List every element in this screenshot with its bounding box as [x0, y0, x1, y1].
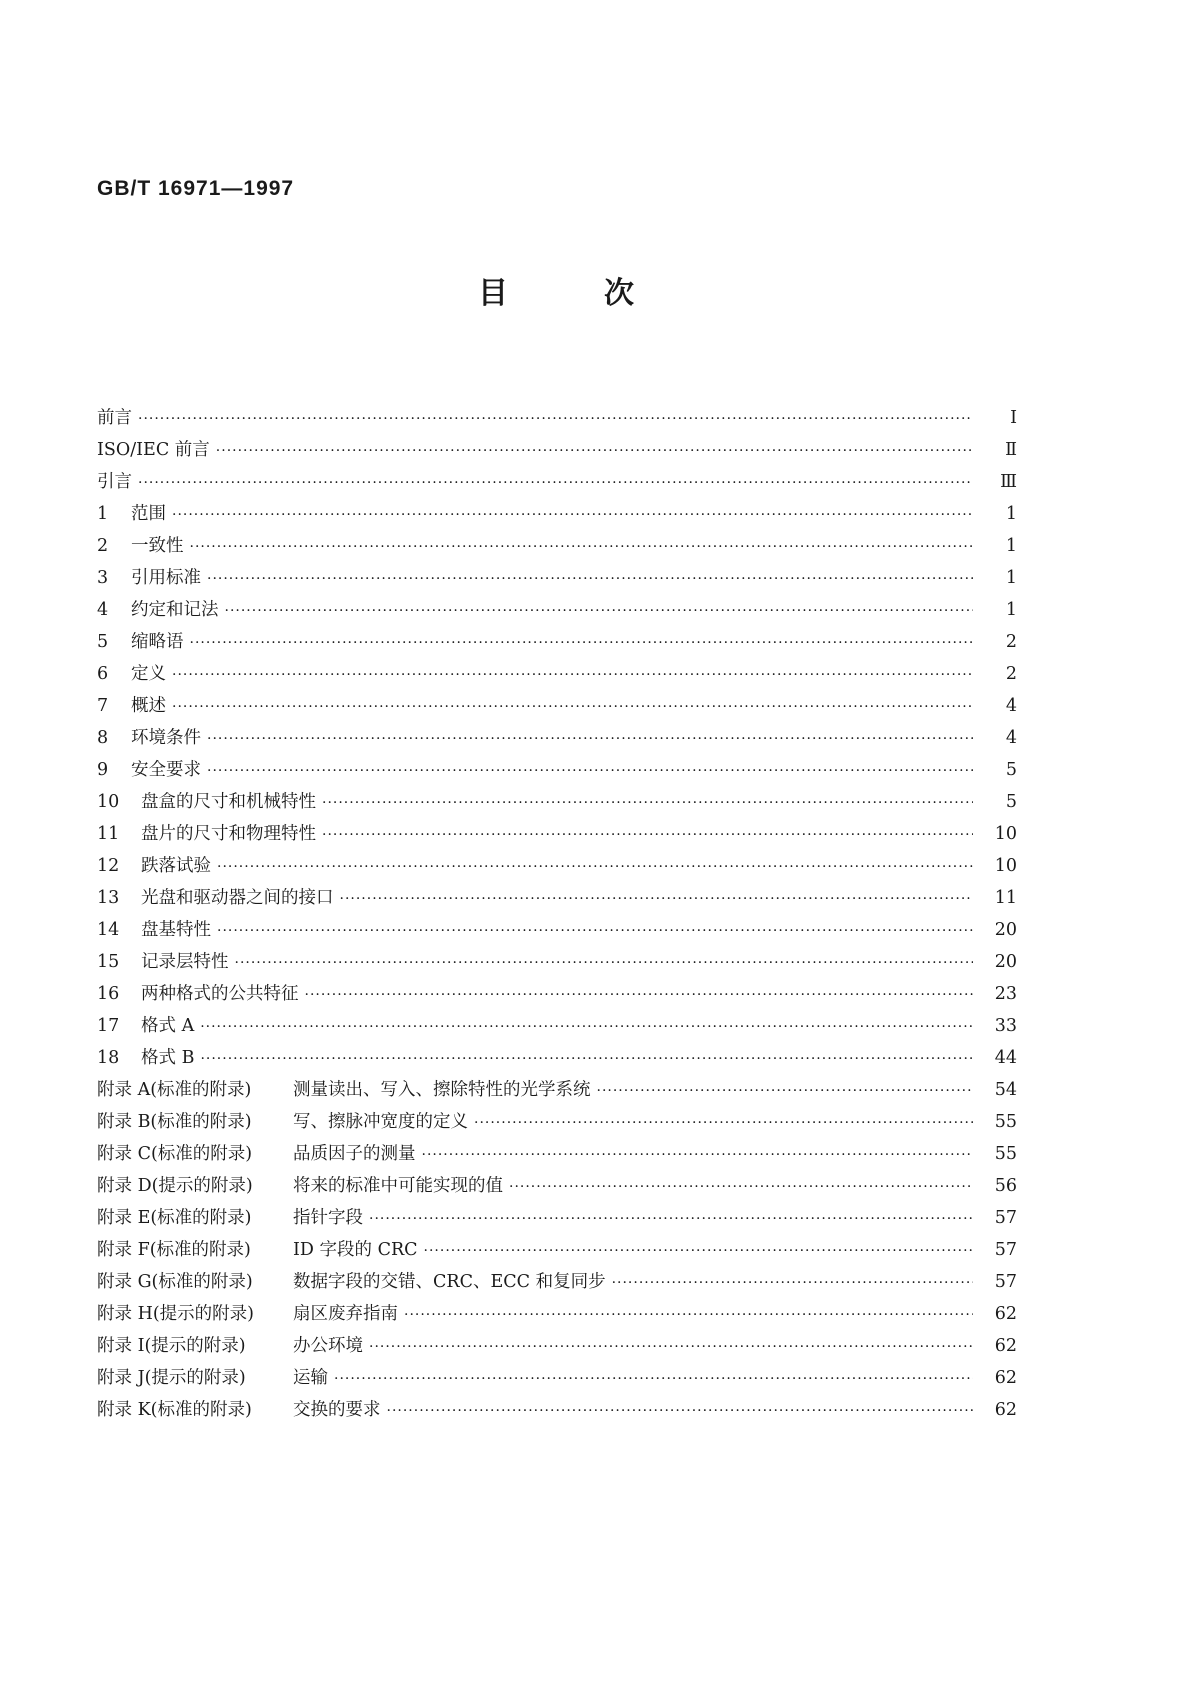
- toc-entry-label: ISO/IEC 前言: [97, 440, 210, 460]
- toc-entry-number: 13: [97, 888, 120, 908]
- toc-entry: [97, 818, 1017, 850]
- toc-entry-number: 12: [97, 856, 120, 876]
- toc-entry: [97, 1266, 1017, 1298]
- toc-entry-label: 前言: [97, 408, 132, 428]
- toc-entry-appendix-prefix: 附录 J(提示的附录): [97, 1368, 246, 1388]
- dot-leader: [334, 1363, 973, 1395]
- toc-entry-label: 测量读出、写入、擦除特性的光学系统: [293, 1080, 591, 1100]
- toc-entry-number: 18: [97, 1048, 120, 1068]
- toc-entry-number: 7: [97, 696, 109, 716]
- dot-leader: [207, 723, 973, 755]
- toc-entry-page-number: 62: [994, 1336, 1017, 1356]
- toc-entry: [97, 402, 1017, 434]
- dot-leader: [509, 1171, 973, 1203]
- toc-entry-label: 写、擦脉冲宽度的定义: [293, 1112, 468, 1132]
- toc-entry-label: 运输: [293, 1368, 328, 1388]
- dot-leader: [190, 627, 974, 659]
- toc-entry-number: 6: [97, 664, 109, 684]
- toc-entry: [97, 434, 1017, 466]
- toc-entry-page-number: 1: [1005, 600, 1017, 620]
- dot-leader: [322, 787, 973, 819]
- toc-entry: [97, 1298, 1017, 1330]
- toc-entry-label: 格式 B: [141, 1048, 195, 1068]
- toc-entry: [97, 722, 1017, 754]
- toc-entry-appendix-prefix: 附录 E(标准的附录): [97, 1208, 252, 1228]
- toc-entry-page-number: 54: [994, 1080, 1017, 1100]
- toc-entry-label: 引用标准: [131, 568, 201, 588]
- toc-entry: [97, 626, 1017, 658]
- dot-leader: [387, 1395, 974, 1427]
- toc-entry-page-number: 4: [1005, 728, 1017, 748]
- toc-entry: [97, 946, 1017, 978]
- toc-entry-number: 11: [97, 824, 120, 844]
- toc-entry-appendix-prefix: 附录 I(提示的附录): [97, 1336, 246, 1356]
- toc-entry-label: 范围: [131, 504, 166, 524]
- toc-entry-page-number: 5: [1005, 760, 1017, 780]
- toc-entry: [97, 754, 1017, 786]
- dot-leader: [138, 403, 973, 435]
- toc-entry: [97, 1170, 1017, 1202]
- toc-entry-page-number: 4: [1005, 696, 1017, 716]
- toc-entry-page-number: 62: [994, 1368, 1017, 1388]
- toc-entry: [97, 658, 1017, 690]
- toc-entry-appendix-prefix: 附录 F(标准的附录): [97, 1240, 251, 1260]
- dot-leader: [190, 531, 974, 563]
- dot-leader: [217, 851, 973, 883]
- toc-entry-page-number: 62: [994, 1304, 1017, 1324]
- toc-entry-page-number: 20: [994, 920, 1017, 940]
- dot-leader: [172, 691, 973, 723]
- standard-code: GB/T 16971—1997: [97, 177, 295, 200]
- title-char-1: 目: [478, 276, 508, 311]
- toc-entry: [97, 1394, 1017, 1426]
- toc-entry: [97, 1042, 1017, 1074]
- toc-entry-label: 安全要求: [131, 760, 201, 780]
- toc-entry: [97, 1362, 1017, 1394]
- toc-entry-appendix-prefix: 附录 H(提示的附录): [97, 1304, 254, 1324]
- toc-entry-label: 交换的要求: [293, 1400, 381, 1420]
- toc-entry-label: 盘盒的尺寸和机械特性: [141, 792, 316, 812]
- dot-leader: [207, 563, 973, 595]
- toc-entry-appendix-prefix: 附录 B(标准的附录): [97, 1112, 252, 1132]
- dot-leader: [200, 1043, 973, 1075]
- toc-entry: [97, 1202, 1017, 1234]
- dot-leader: [172, 659, 973, 691]
- toc-entry-label: 约定和记法: [131, 600, 219, 620]
- toc-entry-number: 15: [97, 952, 120, 972]
- toc-entry: [97, 786, 1017, 818]
- toc-entry-label: 两种格式的公共特征: [141, 984, 299, 1004]
- dot-leader: [597, 1075, 974, 1107]
- dot-leader: [474, 1107, 973, 1139]
- dot-leader: [138, 467, 973, 499]
- dot-leader: [340, 883, 974, 915]
- toc-entry-number: 4: [97, 600, 109, 620]
- toc-entry-page-number: Ⅱ: [1005, 440, 1017, 460]
- table-of-contents: [97, 402, 1017, 1426]
- toc-entry-page-number: 1: [1005, 568, 1017, 588]
- toc-entry-number: 8: [97, 728, 109, 748]
- dot-leader: [404, 1299, 973, 1331]
- toc-entry-page-number: 2: [1005, 632, 1017, 652]
- toc-entry-label: 扇区废弃指南: [293, 1304, 398, 1324]
- toc-entry-number: 9: [97, 760, 109, 780]
- toc-entry-label: 定义: [131, 664, 166, 684]
- dot-leader: [305, 979, 974, 1011]
- toc-entry-page-number: 5: [1005, 792, 1017, 812]
- toc-entry: [97, 466, 1017, 498]
- toc-entry-label: 盘片的尺寸和物理特性: [141, 824, 316, 844]
- dot-leader: [217, 915, 973, 947]
- toc-entry-number: 17: [97, 1016, 120, 1036]
- dot-leader: [172, 499, 973, 531]
- dot-leader: [207, 755, 973, 787]
- toc-entry-label: 指针字段: [293, 1208, 363, 1228]
- toc-entry-appendix-prefix: 附录 G(标准的附录): [97, 1272, 253, 1292]
- toc-entry: [97, 850, 1017, 882]
- toc-entry-label: 记录层特性: [141, 952, 229, 972]
- toc-entry-label: 数据字段的交错、CRC、ECC 和复同步: [293, 1272, 606, 1292]
- toc-entry-label: 盘基特性: [141, 920, 211, 940]
- toc-entry: [97, 978, 1017, 1010]
- toc-entry-label: 光盘和驱动器之间的接口: [141, 888, 334, 908]
- toc-entry-page-number: 1: [1005, 536, 1017, 556]
- toc-entry-number: 14: [97, 920, 120, 940]
- toc-entry-number: 16: [97, 984, 120, 1004]
- toc-entry-number: 10: [97, 792, 120, 812]
- toc-entry-appendix-prefix: 附录 A(标准的附录): [97, 1080, 252, 1100]
- toc-entry: [97, 1234, 1017, 1266]
- toc-entry-label: 将来的标准中可能实现的值: [293, 1176, 503, 1196]
- toc-entry-appendix-prefix: 附录 D(提示的附录): [97, 1176, 253, 1196]
- dot-leader: [322, 819, 973, 851]
- toc-entry: [97, 498, 1017, 530]
- toc-entry-number: 1: [97, 504, 109, 524]
- toc-entry: [97, 1010, 1017, 1042]
- toc-entry-page-number: 11: [994, 888, 1017, 908]
- toc-entry-page-number: 57: [994, 1240, 1017, 1260]
- toc-entry-label: 概述: [131, 696, 166, 716]
- toc-entry-page-number: 55: [994, 1144, 1017, 1164]
- toc-entry-label: 品质因子的测量: [293, 1144, 416, 1164]
- dot-leader: [200, 1011, 973, 1043]
- toc-entry-number: 5: [97, 632, 109, 652]
- toc-entry-page-number: 33: [994, 1016, 1017, 1036]
- dot-leader: [424, 1235, 973, 1267]
- toc-entry: [97, 914, 1017, 946]
- toc-entry: [97, 594, 1017, 626]
- toc-entry-page-number: Ⅰ: [1010, 408, 1017, 428]
- toc-entry: [97, 882, 1017, 914]
- toc-entry-page-number: Ⅲ: [1000, 472, 1017, 492]
- toc-entry-label: 一致性: [131, 536, 184, 556]
- toc-entry-label: 办公环境: [293, 1336, 363, 1356]
- toc-entry-label: 格式 A: [141, 1016, 195, 1036]
- toc-entry-page-number: 44: [994, 1048, 1017, 1068]
- toc-entry: [97, 530, 1017, 562]
- dot-leader: [235, 947, 974, 979]
- toc-entry-label: 缩略语: [131, 632, 184, 652]
- toc-entry: [97, 1138, 1017, 1170]
- toc-entry-page-number: 57: [994, 1272, 1017, 1292]
- toc-entry: [97, 1106, 1017, 1138]
- toc-entry-label: 跌落试验: [141, 856, 211, 876]
- toc-entry-appendix-prefix: 附录 C(标准的附录): [97, 1144, 253, 1164]
- toc-entry-page-number: 1: [1005, 504, 1017, 524]
- toc-entry-label: 环境条件: [131, 728, 201, 748]
- toc-entry-page-number: 55: [994, 1112, 1017, 1132]
- toc-entry-page-number: 57: [994, 1208, 1017, 1228]
- toc-entry-number: 2: [97, 536, 109, 556]
- toc-entry-page-number: 10: [994, 824, 1017, 844]
- toc-entry-label: 引言: [97, 472, 132, 492]
- toc-entry: [97, 1074, 1017, 1106]
- toc-entry-page-number: 23: [994, 984, 1017, 1004]
- title-char-2: 次: [604, 276, 634, 311]
- dot-leader: [369, 1203, 973, 1235]
- toc-entry: [97, 562, 1017, 594]
- dot-leader: [369, 1331, 973, 1363]
- toc-entry-appendix-prefix: 附录 K(标准的附录): [97, 1400, 252, 1420]
- dot-leader: [612, 1267, 973, 1299]
- dot-leader: [216, 435, 973, 467]
- toc-entry: [97, 1330, 1017, 1362]
- toc-entry-page-number: 10: [994, 856, 1017, 876]
- toc-entry-page-number: 2: [1005, 664, 1017, 684]
- toc-entry-page-number: 62: [994, 1400, 1017, 1420]
- toc-entry-number: 3: [97, 568, 109, 588]
- dot-leader: [225, 595, 974, 627]
- toc-entry-page-number: 56: [994, 1176, 1017, 1196]
- toc-entry: [97, 690, 1017, 722]
- dot-leader: [422, 1139, 974, 1171]
- toc-entry-label: ID 字段的 CRC: [293, 1240, 418, 1260]
- toc-entry-page-number: 20: [994, 952, 1017, 972]
